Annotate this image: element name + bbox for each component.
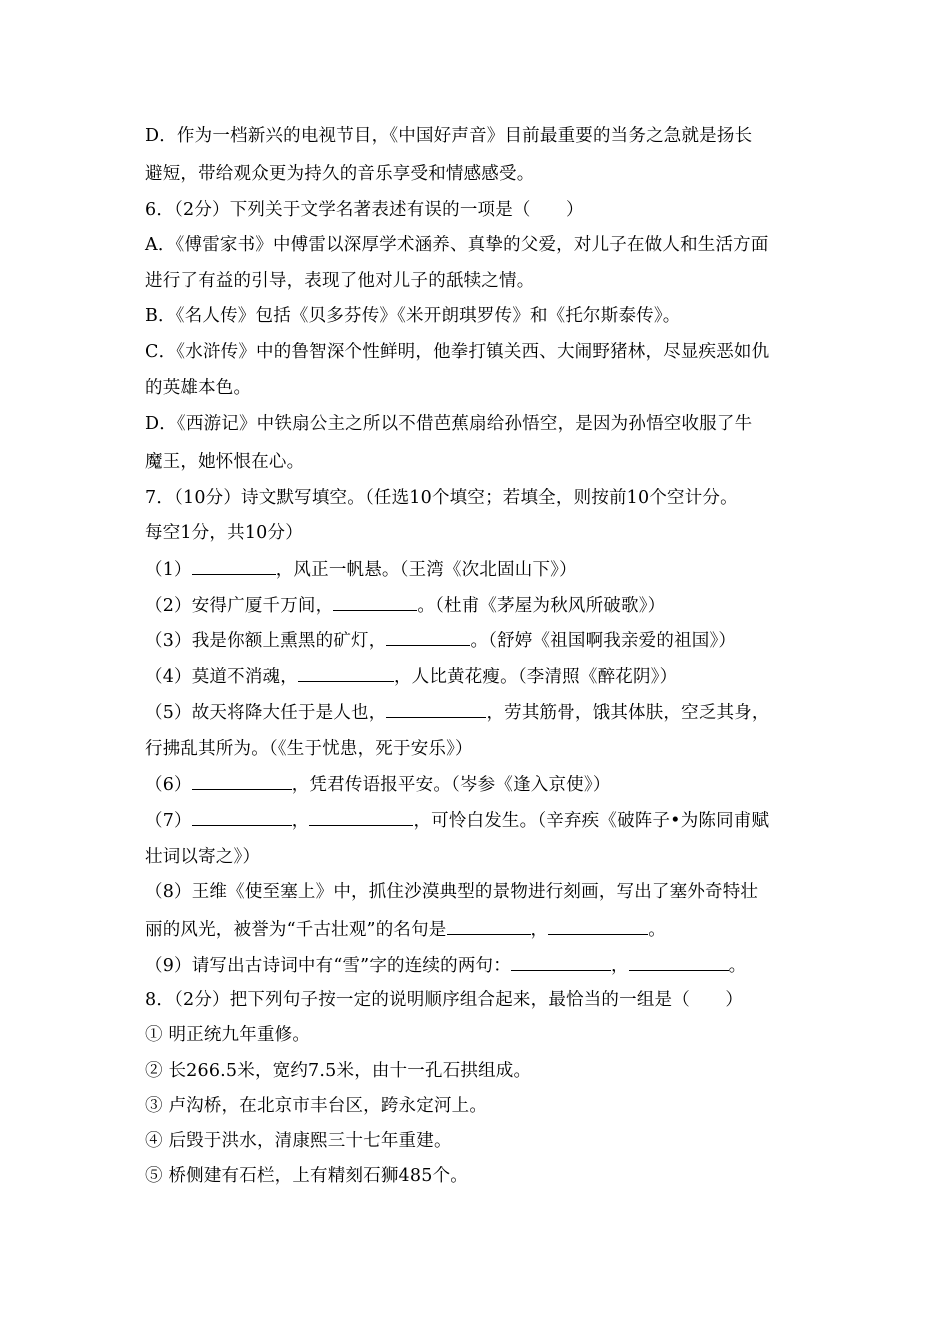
q7-item-7-blank-2[interactable] [309, 807, 413, 826]
q6-option-d-line1: D．《西游记》中铁扇公主之所以不借芭蕉扇给孙悟空，是因为孙悟空收服了牛 [145, 414, 753, 434]
q8-sentence-2: ② 长266.5米，宽约7.5米，由十一孔石拱组成。 [145, 1061, 532, 1081]
q7-stem-line1: 7．（10分）诗文默写填空。（任选10个填空；若填全，则按前10个空计分。 [145, 488, 738, 508]
q6-option-c-line2: 的英雄本色。 [145, 378, 252, 398]
q7-item-2-prefix: （2）安得广厦千万间， [145, 596, 334, 616]
q7-item-1-blank[interactable] [192, 556, 276, 575]
q7-item-8-separator: ， [530, 920, 549, 940]
q7-item-9-blank-2[interactable] [629, 952, 729, 971]
q7-item-8-blank-1[interactable] [447, 916, 531, 935]
q7-item-5-line1 [145, 699, 825, 725]
q7-item-2 [145, 592, 825, 618]
q7-item-6 [145, 771, 825, 797]
q7-item-9 [145, 952, 825, 978]
q7-item-7-suffix: ，可怜白发生。（辛弃疾《破阵子•为陈同甫赋 [413, 811, 770, 831]
q7-item-3-blank[interactable] [386, 627, 470, 646]
q7-item-7-prefix: （7） [145, 811, 192, 831]
q7-item-8-blank-2[interactable] [548, 916, 648, 935]
q7-item-6-blank[interactable] [192, 771, 292, 790]
q8-stem: 8．（2分）把下列句子按一定的说明顺序组合起来，最恰当的一组是（ ） [145, 990, 744, 1010]
q7-item-5-line2: 行拂乱其所为。（《生于忧患，死于安乐》） [145, 739, 473, 759]
q7-item-5-suffix: ，劳其筋骨，饿其体肤，空乏其身， [486, 703, 770, 723]
q5-option-d-line2: 避短，带给观众更为持久的音乐享受和情感感受。 [145, 164, 535, 184]
q7-item-1 [145, 556, 825, 582]
q7-item-3-prefix: （3）我是你额上熏黑的矿灯， [145, 631, 387, 651]
q7-item-4-suffix: ，人比黄花瘦。（李清照《醉花阴》） [393, 667, 678, 687]
q7-item-3 [145, 627, 825, 653]
q6-option-b: B．《名人传》包括《贝多芬传》《米开朗琪罗传》和《托尔斯泰传》。 [145, 306, 681, 326]
q7-item-7-line1 [145, 807, 825, 833]
q7-item-4-prefix: （4）莫道不消魂， [145, 667, 298, 687]
q7-item-5-prefix: （5）故天将降大任于是人也， [145, 703, 387, 723]
q7-item-7-separator: ， [291, 811, 310, 831]
q7-item-4 [145, 663, 825, 689]
q6-option-c-line1: C．《水浒传》中的鲁智深个性鲜明，他拳打镇关西、大闹野猪林，尽显疾恶如仇 [145, 342, 770, 362]
q7-item-6-prefix: （6） [145, 775, 192, 795]
q5-option-d-line1: D．作为一档新兴的电视节目，《中国好声音》目前最重要的当务之急就是扬长 [145, 126, 753, 146]
q7-item-8-line2 [145, 916, 825, 942]
q6-option-d-line2: 魔王，她怀恨在心。 [145, 452, 305, 472]
q7-item-9-separator: ， [610, 956, 629, 976]
q7-item-7-blank-1[interactable] [192, 807, 292, 826]
q6-stem: 6．（2分）下列关于文学名著表述有误的一项是（ ） [145, 200, 584, 220]
q7-item-7-line2: 壮词以寄之》） [145, 847, 261, 867]
q7-item-2-blank[interactable] [333, 592, 417, 611]
q7-item-9-blank-1[interactable] [511, 952, 611, 971]
q8-sentence-4: ④ 后毁于洪水，清康熙三十七年重建。 [145, 1131, 452, 1151]
q7-item-9-suffix: 。 [728, 956, 747, 976]
q7-item-6-suffix: ，凭君传语报平安。（岑参《逢入京使》） [291, 775, 611, 795]
q7-item-5-blank[interactable] [386, 699, 486, 718]
q7-item-8-prefix: 丽的风光，被誉为“千古壮观”的名句是 [145, 920, 447, 940]
q6-option-a-line2: 进行了有益的引导，表现了他对儿子的舐犊之情。 [145, 271, 535, 291]
q7-item-3-suffix: 。（舒婷《祖国啊我亲爱的祖国》） [470, 631, 737, 651]
q8-sentence-1: ① 明正统九年重修。 [145, 1025, 311, 1045]
q8-sentence-5: ⑤ 桥侧建有石栏，上有精刻石狮485个。 [145, 1166, 468, 1186]
q7-item-1-prefix: （1） [145, 560, 192, 580]
q7-stem-line2: 每空1分，共10分） [145, 523, 303, 543]
q7-item-8-suffix: 。 [648, 920, 666, 940]
q7-item-1-suffix: ，风正一帆悬。（王湾《次北固山下》） [275, 560, 577, 580]
q7-item-9-prefix: （9）请写出古诗词中有“雪”字的连续的两句： [145, 956, 511, 976]
q7-item-8-line1: （8）王维《使至塞上》中，抓住沙漠典型的景物进行刻画，写出了塞外奇特壮 [145, 882, 759, 902]
q8-sentence-3: ③ 卢沟桥，在北京市丰台区，跨永定河上。 [145, 1096, 488, 1116]
q7-item-4-blank[interactable] [298, 663, 394, 682]
q7-item-2-suffix: 。（杜甫《茅屋为秋风所破歌》） [417, 596, 666, 616]
q6-option-a-line1: A．《傅雷家书》中傅雷以深厚学术涵养、真挚的父爱，对儿子在做人和生活方面 [145, 235, 769, 255]
